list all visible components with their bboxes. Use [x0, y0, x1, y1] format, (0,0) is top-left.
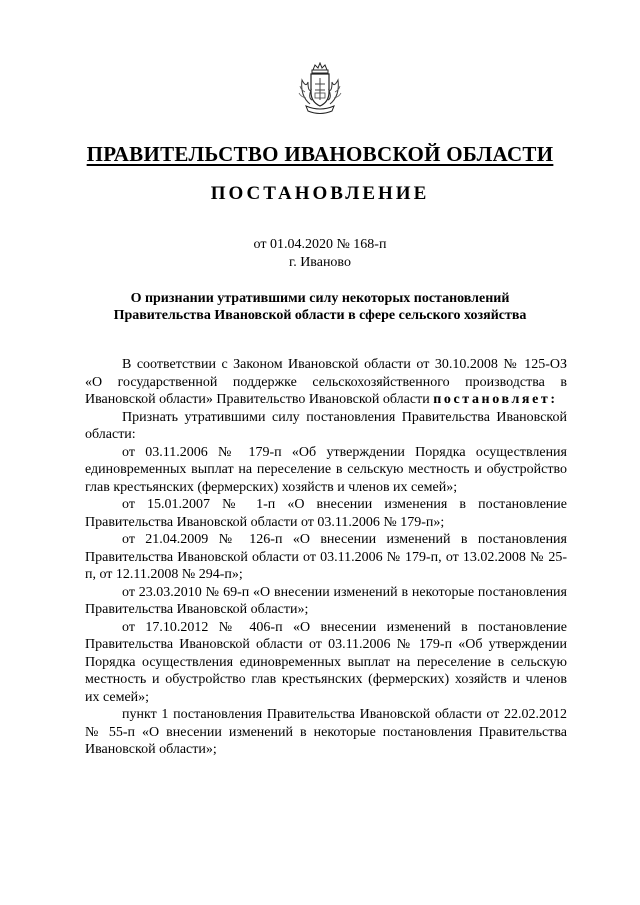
- subject-line-1: О признании утратившими силу некоторых постановлений: [130, 291, 510, 306]
- clause-paragraph: от 03.11.2006 № 179-п «Об утверждении Порядка осуществления единовременных выплат на переселение в сельскую местность и обустройство глав крестьянских (фермерских) хозяйств и членов их семей»;: [85, 444, 567, 495]
- clause-paragraph: от 21.04.2009 № 126-п «О внесении изменений в постановления Правительства Ивановской области от 03.11.2006 № 179-п, от 13.02.2008 № 25-п, от 12.11.2008 № 294-п»;: [85, 532, 567, 582]
- resolves-word: постановляет:: [433, 392, 558, 407]
- government-title: ПРАВИТЕЛЬСТВО ИВАНОВСКОЙ ОБЛАСТИ: [86, 142, 554, 166]
- coat-of-arms-icon: [296, 62, 344, 116]
- intro-paragraph: [85, 356, 567, 409]
- intro-text: В соответствии с Законом Ивановской области от 30.10.2008 № 125-ОЗ «О государственной поддержке сельскохозяйственного производства в Ивановской области» Правительство Ивановской области: [85, 357, 567, 407]
- document-body: [85, 356, 567, 759]
- clause-paragraph: пункт 1 постановления Правительства Ивановской области от 22.02.2012 № 55-п «О внесении изменений в некоторые постановления Правительства Ивановской области»;: [85, 707, 567, 757]
- document-city: г. Иваново: [289, 255, 351, 270]
- clause-paragraph: от 23.03.2010 № 69-п «О внесении изменений в некоторые постановления Правительства Ивановской области»;: [85, 584, 567, 617]
- document-subject: [90, 290, 550, 324]
- clause-paragraph: Признать утратившими силу постановления Правительства Ивановской области:: [85, 409, 567, 442]
- clause-paragraph: от 17.10.2012 № 406-п «О внесении изменений в постановление Правительства Ивановской области от 03.11.2006 № 179-п «Об утверждении Порядка осуществления единовременных выплат на переселение в сельскую местность и обустройство глав крестьянских (фермерских) хозяйств и членов их семей»;: [85, 619, 567, 705]
- subject-line-2: Правительства Ивановской области в сфере сельского хозяйства: [113, 308, 527, 323]
- document-date-number: от 01.04.2020 № 168-п: [253, 237, 387, 252]
- document-type: ПОСТАНОВЛЕНИЕ: [210, 183, 430, 204]
- clause-paragraph: от 15.01.2007 № 1-п «О внесении изменения в постановление Правительства Ивановской области от 03.11.2006 № 179-п»;: [85, 497, 567, 530]
